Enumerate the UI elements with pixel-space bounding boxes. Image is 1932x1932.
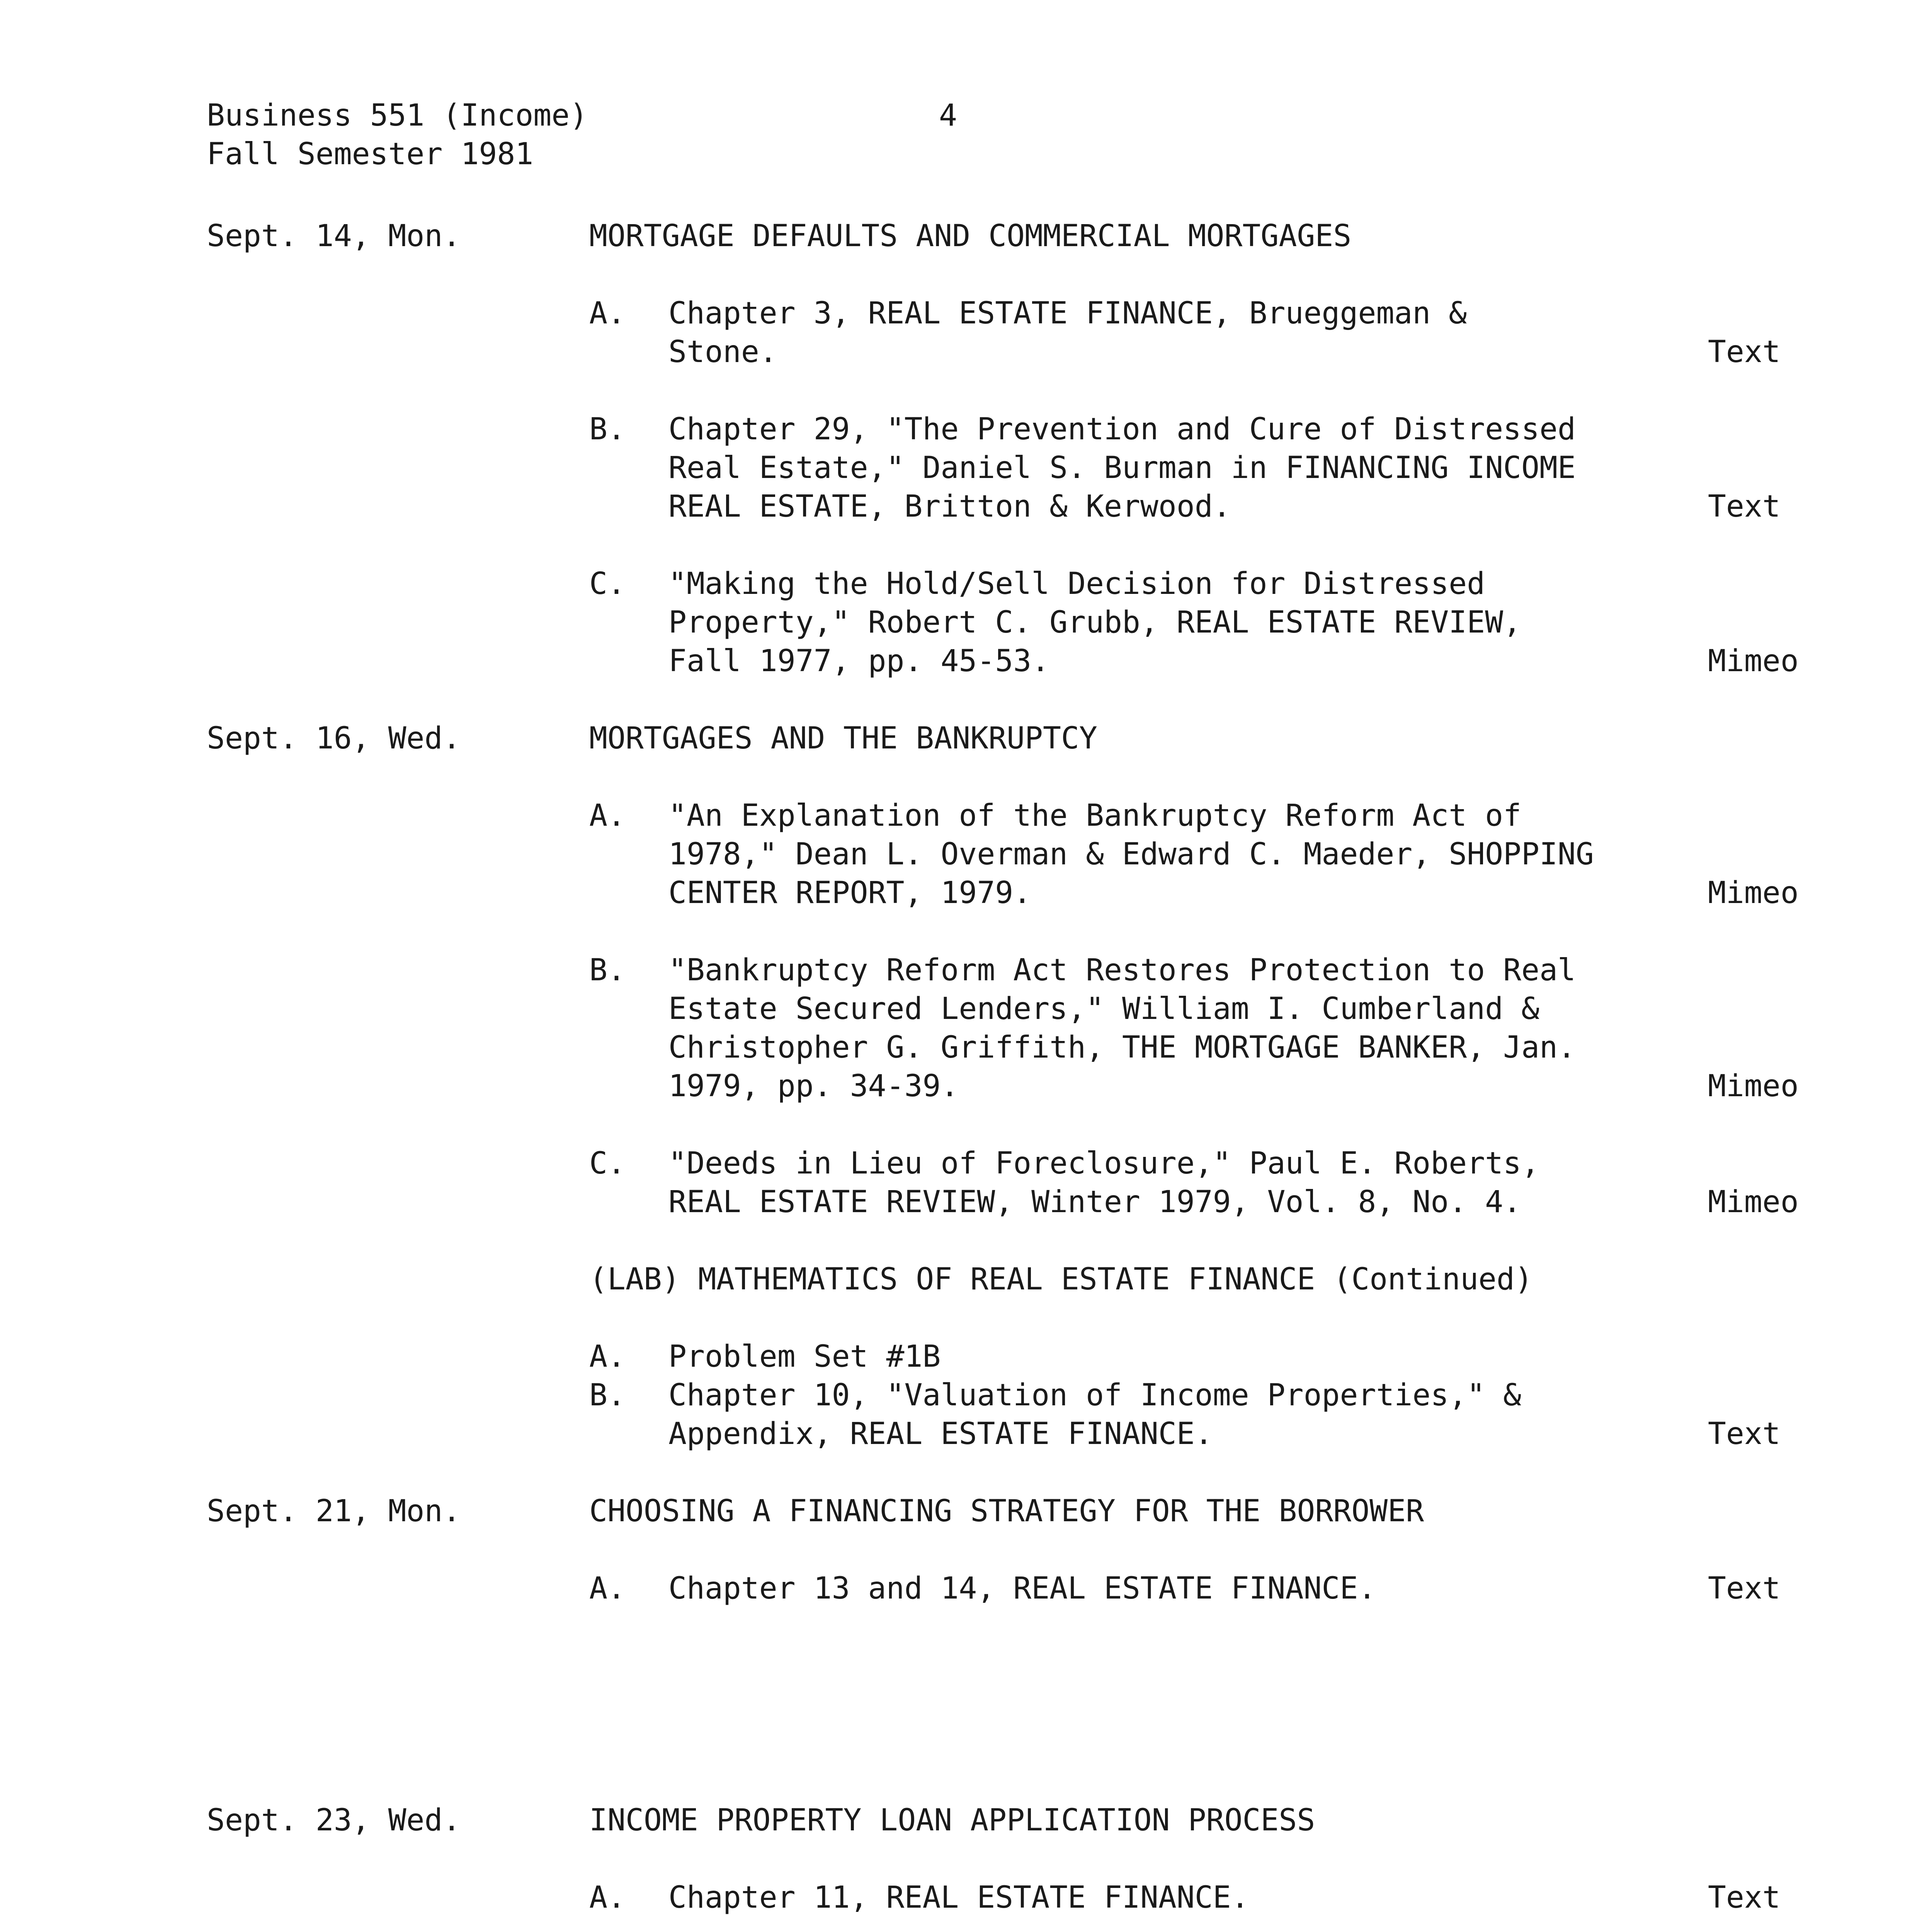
reading-line: Chapter 11, REAL ESTATE FINANCE. — [668, 1880, 1249, 1915]
reading-line: Problem Set #1B — [668, 1339, 941, 1374]
topic-title: MORTGAGE DEFAULTS AND COMMERCIAL MORTGAGES — [589, 219, 1352, 253]
reading-source: Mimeo — [1708, 1185, 1799, 1219]
reading-source: Text — [1708, 1571, 1781, 1606]
reading-letter: A. — [589, 1571, 626, 1606]
schedule-date: Sept. 16, Wed. — [207, 721, 461, 756]
reading-letter: C. — [589, 566, 626, 601]
reading-line: Appendix, REAL ESTATE FINANCE. — [668, 1417, 1213, 1451]
reading-letter: A. — [589, 1880, 626, 1915]
reading-source: Text — [1708, 489, 1781, 524]
reading-source: Text — [1708, 1880, 1781, 1915]
reading-line: Property," Robert C. Grubb, REAL ESTATE REVIEW, — [668, 605, 1522, 640]
topic-title: MORTGAGES AND THE BANKRUPTCY — [589, 721, 1097, 756]
reading-line: Real Estate," Daniel S. Burman in FINANCING INCOME — [668, 451, 1576, 485]
reading-source: Text — [1708, 335, 1781, 369]
schedule-date: Sept. 21, Mon. — [207, 1494, 461, 1529]
reading-line: Chapter 29, "The Prevention and Cure of Distressed — [668, 412, 1576, 447]
reading-source: Mimeo — [1708, 644, 1799, 679]
reading-line: Christopher G. Griffith, THE MORTGAGE BANKER, Jan. — [668, 1030, 1576, 1065]
reading-line: "Making the Hold/Sell Decision for Distressed — [668, 566, 1485, 601]
reading-letter: A. — [589, 296, 626, 331]
page-number: 4 — [939, 98, 957, 133]
reading-line: "Deeds in Lieu of Foreclosure," Paul E. Roberts, — [668, 1146, 1540, 1181]
reading-letter: B. — [589, 953, 626, 988]
reading-letter: B. — [589, 1378, 626, 1413]
reading-source: Mimeo — [1708, 876, 1799, 910]
reading-line: "An Explanation of the Bankruptcy Reform Act of — [668, 798, 1522, 833]
reading-source: Mimeo — [1708, 1069, 1799, 1104]
course-title: Business 551 (Income) — [207, 98, 588, 133]
reading-line: REAL ESTATE REVIEW, Winter 1979, Vol. 8, No. 4. — [668, 1185, 1522, 1219]
reading-letter: C. — [589, 1146, 626, 1181]
reading-line: "Bankruptcy Reform Act Restores Protection to Real — [668, 953, 1576, 988]
topic-title: CHOOSING A FINANCING STRATEGY FOR THE BORROWER — [589, 1494, 1424, 1529]
reading-line: Estate Secured Lenders," William I. Cumberland & — [668, 992, 1540, 1026]
reading-line: 1979, pp. 34-39. — [668, 1069, 959, 1104]
schedule-date: Sept. 23, Wed. — [207, 1803, 461, 1838]
reading-letter: A. — [589, 1339, 626, 1374]
reading-line: 1978," Dean L. Overman & Edward C. Maeder, SHOPPING — [668, 837, 1594, 872]
reading-line: Fall 1977, pp. 45-53. — [668, 644, 1050, 679]
topic-title: INCOME PROPERTY LOAN APPLICATION PROCESS — [589, 1803, 1315, 1838]
topic-title: (LAB) MATHEMATICS OF REAL ESTATE FINANCE (Continued) — [589, 1262, 1533, 1297]
reading-line: REAL ESTATE, Britton & Kerwood. — [668, 489, 1231, 524]
reading-letter: A. — [589, 798, 626, 833]
reading-line: Chapter 3, REAL ESTATE FINANCE, Brueggeman & — [668, 296, 1467, 331]
reading-source: Text — [1708, 1417, 1781, 1451]
reading-letter: B. — [589, 412, 626, 447]
schedule-date: Sept. 14, Mon. — [207, 219, 461, 253]
reading-line: Stone. — [668, 335, 777, 369]
reading-line: Chapter 13 and 14, REAL ESTATE FINANCE. — [668, 1571, 1376, 1606]
reading-line: CENTER REPORT, 1979. — [668, 876, 1032, 910]
semester-label: Fall Semester 1981 — [207, 137, 534, 172]
reading-line: Chapter 10, "Valuation of Income Properties," & — [668, 1378, 1522, 1413]
